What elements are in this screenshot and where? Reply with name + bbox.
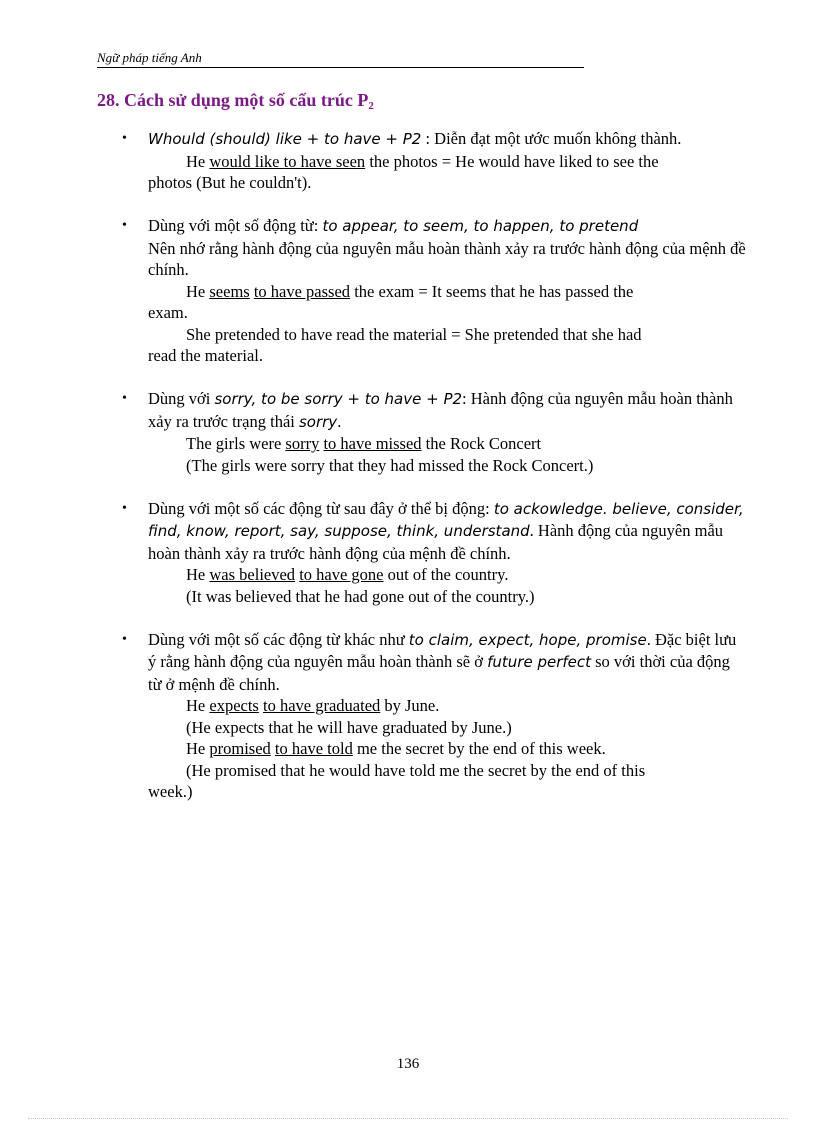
page-number: 136 [396, 1056, 420, 1072]
bullet-icon: • [122, 218, 127, 233]
rule-term: future perfect [487, 653, 592, 671]
rule-text: so với thời của động từ ở mệnh đề chính. [148, 652, 730, 694]
rule-text: . [337, 411, 342, 431]
example-line: (He promised that he would have told me the secret by the end of this [186, 760, 646, 780]
example-line [148, 433, 746, 455]
rule-term: sorry [298, 412, 338, 431]
bullet-list [122, 128, 746, 824]
underlined-infinitive: to have graduated [262, 696, 381, 715]
example-line: She pretended to have read the material = She pretended that she had [186, 324, 642, 344]
example-text: The girls were [186, 434, 286, 453]
example-text: me the secret by the end of this week. [352, 739, 606, 758]
example-continuation: week.) [148, 782, 193, 801]
rule-verbs: to ackowledge. believe, consider, find, know, report, say, suppose, think, understand [148, 499, 744, 540]
underlined-infinitive: to have gone [299, 565, 384, 584]
example-line: (It was believed that he had gone out of the country.) [186, 586, 535, 606]
list-item [122, 215, 746, 367]
section-title-text: 28. Cách sử dụng một số cấu trúc P [97, 90, 369, 110]
rule-line [148, 629, 746, 696]
example-text: He [186, 696, 210, 715]
example-continuation: read the material. [148, 346, 263, 365]
list-item [122, 388, 746, 476]
list-item [122, 629, 746, 803]
section-title [97, 88, 374, 118]
rule-text: Dùng với [148, 389, 215, 408]
bullet-icon: • [122, 500, 127, 516]
example-text: He [186, 281, 210, 301]
example-continuation: photos (But he couldn't). [148, 173, 312, 192]
rule-verbs: to claim, expect, hope, promise [408, 630, 647, 649]
example-text: out of the country. [383, 565, 509, 584]
example-text: He [186, 565, 210, 584]
rule-text: : Hành động của nguyên mẫu hoàn thành xảy ra trước trạng thái [148, 389, 733, 431]
underlined-verb: sorry [285, 434, 320, 453]
rule-formula: Whould (should) like + to have + P2 [148, 130, 422, 148]
rule-verbs: to appear, to seem, to happen, to pretend [322, 217, 639, 235]
example-continuation: exam. [148, 303, 188, 322]
underlined-infinitive: to have passed [253, 281, 351, 301]
rule-line [148, 498, 746, 565]
rule-text: : Diễn đạt một ước muốn không thành. [421, 129, 682, 148]
bullet-icon: • [122, 391, 127, 406]
underlined-verb: expects [209, 696, 259, 715]
rule-text: . Đặc biệt lưu ý rằng hành động của nguyên mẫu hoàn thành sẽ ở [148, 629, 737, 671]
list-item [122, 498, 746, 608]
underlined-verb: promised [209, 739, 271, 758]
rule-note: Nên nhớ rằng hành động của nguyên mẫu hoàn thành xảy ra trước hành động của mệnh đề chính. [148, 238, 746, 279]
rule-formula: sorry, to be sorry + to have + P2 [214, 390, 463, 408]
underlined-infinitive: to have seen [283, 151, 366, 171]
example-text: the Rock Concert [421, 434, 542, 453]
example-text: the exam = It seems that he has passed the [350, 281, 634, 301]
rule-line [148, 215, 746, 238]
section-title-subscript: 2 [368, 100, 374, 112]
rule-text: Dùng với một số động từ: [148, 216, 323, 235]
rule-text: Dùng với một số các động từ sau đây ở thể bị động: [148, 498, 494, 518]
underlined-verb: would like [209, 151, 284, 171]
page-bottom-divider [28, 1118, 788, 1119]
example-text: He [186, 739, 210, 758]
example-text: by June. [380, 696, 440, 715]
rule-line [148, 388, 746, 433]
bullet-icon: • [122, 131, 127, 146]
example-text: He [186, 151, 210, 171]
running-header: Ngữ pháp tiếng Anh [97, 50, 584, 68]
underlined-infinitive: to have told [274, 739, 353, 758]
underlined-infinitive: to have missed [323, 434, 422, 453]
rule-text: . Hành động của nguyên mẫu hoàn thành xảy ra trước hành động của mệnh đề chính. [148, 521, 724, 563]
example-line [148, 151, 746, 173]
example-line [148, 564, 746, 586]
rule-line [148, 128, 746, 151]
example-line [148, 695, 746, 717]
underlined-verb: seems [209, 281, 250, 301]
rule-text: Dùng với một số các động từ khác như [148, 629, 409, 649]
example-line [148, 738, 746, 760]
list-item [122, 128, 746, 194]
example-line: (The girls were sorry that they had missed the Rock Concert.) [186, 455, 594, 475]
example-text: the photos = He would have liked to see the [365, 151, 659, 171]
example-line [148, 281, 746, 303]
bullet-icon: • [122, 631, 127, 647]
example-line: (He expects that he will have graduated by June.) [186, 717, 512, 737]
underlined-verb: was believed [209, 565, 296, 584]
